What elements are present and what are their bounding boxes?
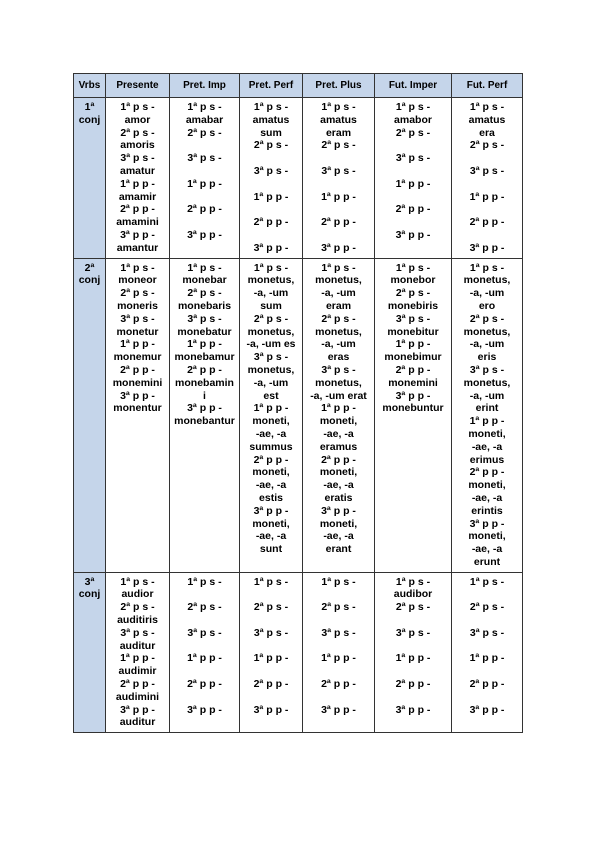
table-cell — [375, 572, 452, 733]
cell-text: 1ª p s - audibor 2ª p s - 3ª p s - 1ª p p - 2ª p p - 3ª p p - — [393, 575, 433, 716]
cell-text: 1ª p s - monetus, -a, -um ero 2ª p s - monetus, -a, -um eris 3ª p s - monetus, -a, -um erint 1ª p p - moneti, -ae, -a erimus 2ª p p - moneti, -ae, -a erintis 3ª p p - moneti, -ae, -a erunt — [463, 261, 511, 568]
header-pret-plus: Pret. Plus — [303, 74, 375, 98]
table-cell — [106, 98, 170, 259]
table-cell — [240, 258, 303, 572]
table-cell — [303, 572, 375, 733]
header-row — [74, 74, 523, 98]
header-pret-imp: Pret. Imp — [170, 74, 240, 98]
header-verbs: Vrbs — [74, 74, 106, 98]
table-cell — [452, 258, 523, 572]
table-cell — [375, 258, 452, 572]
table-cell — [452, 98, 523, 259]
table-row — [74, 258, 523, 572]
cell-text: 1ª p s - 2ª p s - 3ª p s - 1ª p p - 2ª p p - 3ª p p - — [253, 575, 289, 716]
table-cell — [170, 98, 240, 259]
cell-text: 1ª p s - amabor 2ª p s - 3ª p s - 1ª p p - 2ª p p - 3ª p p - — [394, 101, 432, 241]
cell-text: 1ª p s - amatus era 2ª p s - 3ª p s - 1ª p p - 2ª p p - 3ª p p - — [468, 101, 506, 254]
cell-text: 1ª p s - 2ª p s - 3ª p s - 1ª p p - 2ª p p - 3ª p p - — [469, 575, 505, 716]
row-label-text: 3ª conj — [78, 575, 101, 601]
table-cell — [106, 572, 170, 733]
conjugation-table — [73, 73, 523, 733]
cell-text: 1ª p s - audior 2ª p s - auditiris 3ª p s - auditur 1ª p p - audimir 2ª p p - audimini 3ª p p - auditur — [115, 575, 160, 729]
cell-text: 1ª p s - amabar 2ª p s - 3ª p s - 1ª p p - 2ª p p - 3ª p p - — [185, 101, 224, 241]
row-label-3rd-conj — [74, 572, 106, 733]
row-label-text: 1ª conj — [78, 101, 101, 126]
table-row — [74, 98, 523, 259]
header-fut-perf: Fut. Perf — [452, 74, 523, 98]
cell-text: 1ª p s - monetus, -a, -um eram 2ª p s - monetus, -a, -um eras 3ª p s - monetus, -a, -um erat 1ª p p - moneti, -ae, -a eramus 2ª p p - moneti, -ae, -a eratis 3ª p p - moneti, -ae, -a erant — [310, 261, 367, 556]
cell-text: 1ª p s - monebar 2ª p s - monebaris 3ª p s - monebatur 1ª p p - monebamur 2ª p p - monebamin i 3ª p p - monebantur — [174, 261, 235, 428]
table-cell — [452, 572, 523, 733]
row-label-2nd-conj — [74, 258, 106, 572]
cell-text: 1ª p s - monetus, -a, -um sum 2ª p s - monetus, -a, -um es 3ª p s - monetus, -a, -um est 1ª p p - moneti, -ae, -a summus 2ª p p - moneti, -ae, -a estis 3ª p p - moneti, -ae, -a sunt — [246, 261, 296, 556]
table-cell — [170, 258, 240, 572]
cell-text: 1ª p s - 2ª p s - 3ª p s - 1ª p p - 2ª p p - 3ª p p - — [187, 575, 222, 716]
header-presente: Presente — [106, 74, 170, 98]
table-cell — [240, 98, 303, 259]
cell-text: 1ª p s - amor 2ª p s - amoris 3ª p s - amatur 1ª p p - amamir 2ª p p - amamini 3ª p p - amantur — [116, 101, 159, 254]
cell-text: 1ª p s - monebor 2ª p s - monebiris 3ª p s - monebitur 1ª p p - monebimur 2ª p p - monemini 3ª p p - monebuntur — [382, 261, 444, 415]
cell-text: 1ª p s - moneor 2ª p s - moneris 3ª p s - monetur 1ª p p - monemur 2ª p p - monemini 3ª p p - monentur — [112, 261, 163, 415]
table-cell — [106, 258, 170, 572]
header-fut-imper: Fut. Imper — [375, 74, 452, 98]
table-cell — [170, 572, 240, 733]
table-cell — [303, 258, 375, 572]
table-cell — [240, 572, 303, 733]
table-cell — [375, 98, 452, 259]
cell-text: 1ª p s - 2ª p s - 3ª p s - 1ª p p - 2ª p p - 3ª p p - — [321, 575, 356, 716]
row-label-1st-conj — [74, 98, 106, 259]
row-label-text: 2ª conj — [78, 261, 101, 287]
cell-text: 1ª p s - amatus eram 2ª p s - 3ª p s - 1ª p p - 2ª p p - 3ª p p - — [320, 101, 357, 254]
header-pret-perf: Pret. Perf — [240, 74, 303, 98]
table-row — [74, 572, 523, 733]
cell-text: 1ª p s - amatus sum 2ª p s - 3ª p s - 1ª p p - 2ª p p - 3ª p p - — [252, 101, 290, 254]
table-cell — [303, 98, 375, 259]
